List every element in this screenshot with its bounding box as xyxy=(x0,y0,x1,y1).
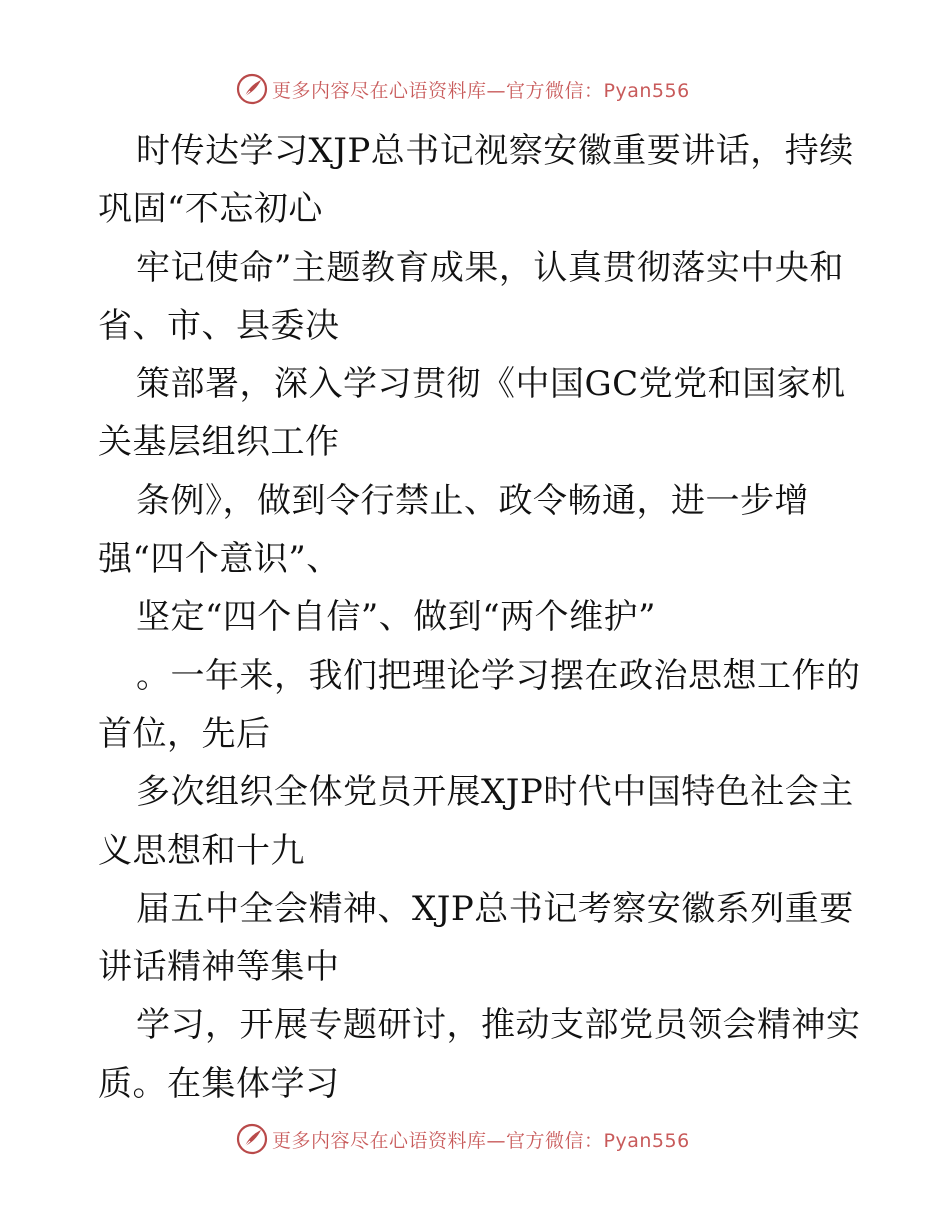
text-line: 关基层组织工作 xyxy=(98,422,340,463)
text-line: 时传达学习XJP总书记视察安徽重要讲话，持续 xyxy=(136,131,854,171)
document-body xyxy=(98,122,861,1113)
text-line: 省、市、县委决 xyxy=(98,305,340,346)
banner-text: 更多内容尽在心语资料库—官方微信：Pyan556 xyxy=(272,79,690,102)
text-line: 讲话精神等集中 xyxy=(98,947,340,988)
text-line: 届五中全会精神、XJP总书记考察安徽系列重要 xyxy=(136,888,854,929)
text-line: 首位，先后 xyxy=(98,713,271,754)
text-line: 牢记使命”主题教育成果，认真贯彻落实中央和 xyxy=(136,247,844,288)
text-line: 。一年来，我们把理论学习摆在政治思想工作的 xyxy=(136,655,861,696)
text-line: 强“四个意识”、 xyxy=(98,539,341,580)
text-line: 多次组织全体党员开展XJP时代中国特色社会主 xyxy=(136,772,854,813)
text-line: 巩固“不忘初心 xyxy=(98,189,323,230)
quill-logo-icon xyxy=(236,1123,268,1155)
footer-banner xyxy=(236,1122,690,1156)
text-line: 条例》，做到令行禁止、政令畅通，进一步增 xyxy=(136,480,809,521)
header-banner xyxy=(236,72,690,106)
text-line: 学习，开展专题研讨，推动支部党员领会精神实 xyxy=(136,1005,861,1046)
text-line: 质。在集体学习 xyxy=(98,1063,340,1104)
text-line: 策部署，深入学习贯彻《中国GC党党和国家机 xyxy=(136,364,846,405)
text-line: 坚定“四个自信”、做到“两个维护” xyxy=(136,597,657,638)
text-line: 义思想和十九 xyxy=(98,830,305,871)
banner-text: 更多内容尽在心语资料库—官方微信：Pyan556 xyxy=(272,1129,690,1152)
quill-logo-icon xyxy=(236,73,268,105)
